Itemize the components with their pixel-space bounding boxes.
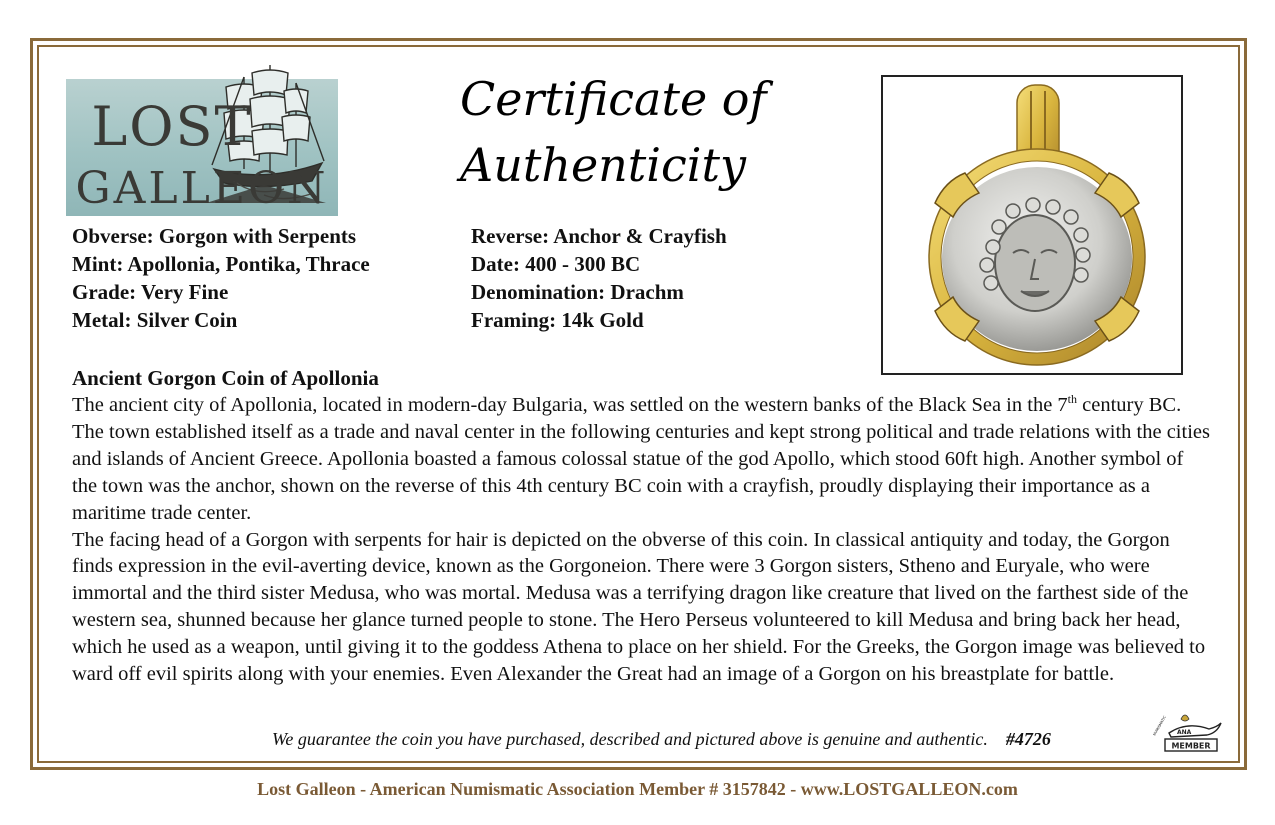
ana-side-text: NUMISMATIC [1152,715,1167,737]
spec-reverse: Reverse: Anchor & Crayfish [471,224,727,248]
spec-framing: Framing: 14k Gold [471,308,644,332]
ana-top-text: ANA [1177,729,1192,736]
specs-right-column [471,222,851,334]
ana-member-label: MEMBER [1171,741,1211,751]
spec-grade: Grade: Very Fine [72,280,229,304]
description-text [72,392,1212,688]
certificate-number: #4726 [1005,729,1051,749]
title-line-1: Certificate of [460,72,767,126]
logo-text-galleon: GALLEON [75,163,329,214]
certificate-title [460,66,780,198]
spec-obverse: Obverse: Gorgon with Serpents [72,224,357,248]
specs-left-column [72,222,452,334]
description-paragraph-1 [72,392,1212,527]
gorgon-coin-pendant-icon [883,77,1181,373]
title-line-2: Authenticity [460,138,746,192]
footer-text: Lost Galleon - American Numismatic Association Member # 3157842 - www.LOSTGALLEON.com [257,779,1018,799]
section-heading: Ancient Gorgon Coin of Apollonia [72,366,379,390]
spec-date: Date: 400 - 300 BC [471,252,641,276]
ana-member-lamp-icon [1151,707,1225,755]
guarantee-text: We guarantee the coin you have purchased, described and pictured above is genuine and authentic. [272,729,988,749]
lost-galleon-logo [66,79,338,216]
logo-text-lost: LOST [91,95,253,158]
paragraph-1-start: The ancient city of Apollonia, located in modern-day Bulgaria, was settled on the western banks of the Black Sea in the 7 [72,394,1068,416]
description-paragraph-2: The facing head of a Gorgon with serpents for hair is depicted on the obverse of this coin. In classical antiquity and today, the Gorgon finds expression in the evil-averting device, known as the Gorgoneion. There were 3 Gorgon sisters, Stheno and Euryale, who were immortal and the third sister Medusa, who was mortal. Medusa was a terrifying dragon like creature that lived on the farthest side of the western sea, shunned because her glance turned people to stone. The Hero Perseus volunteered to kill Medusa and bring back her head, which he used as a weapon, until giving it to the goddess Athena to place on her shield. For the Greeks, the Gorgon image was believed to ward off evil spirits along with your enemies. Even Alexander the Great had an image of a Gorgon on his breastplate for battle. [72,528,1206,686]
spec-mint: Mint: Apollonia, Pontika, Thrace [72,252,370,276]
coin-photo [881,75,1183,375]
spec-denomination: Denomination: Drachm [471,280,684,304]
guarantee-line [272,728,1112,750]
superscript-th: th [1067,392,1078,406]
spec-metal: Metal: Silver Coin [72,308,238,332]
paragraph-1-end: century BC. The town established itself as a trade and naval center in the following centuries and kept strong political and trade relations with the cities and islands of Ancient Greece. Apollonia boasted a famous colossal statue of the god Apollo, which stood 60ft high. Another symbol of the town was the anchor, shown on the reverse of this 4th century BC coin with a crayfish, proudly displaying their importance as a maritime trade center. [72,394,1210,524]
